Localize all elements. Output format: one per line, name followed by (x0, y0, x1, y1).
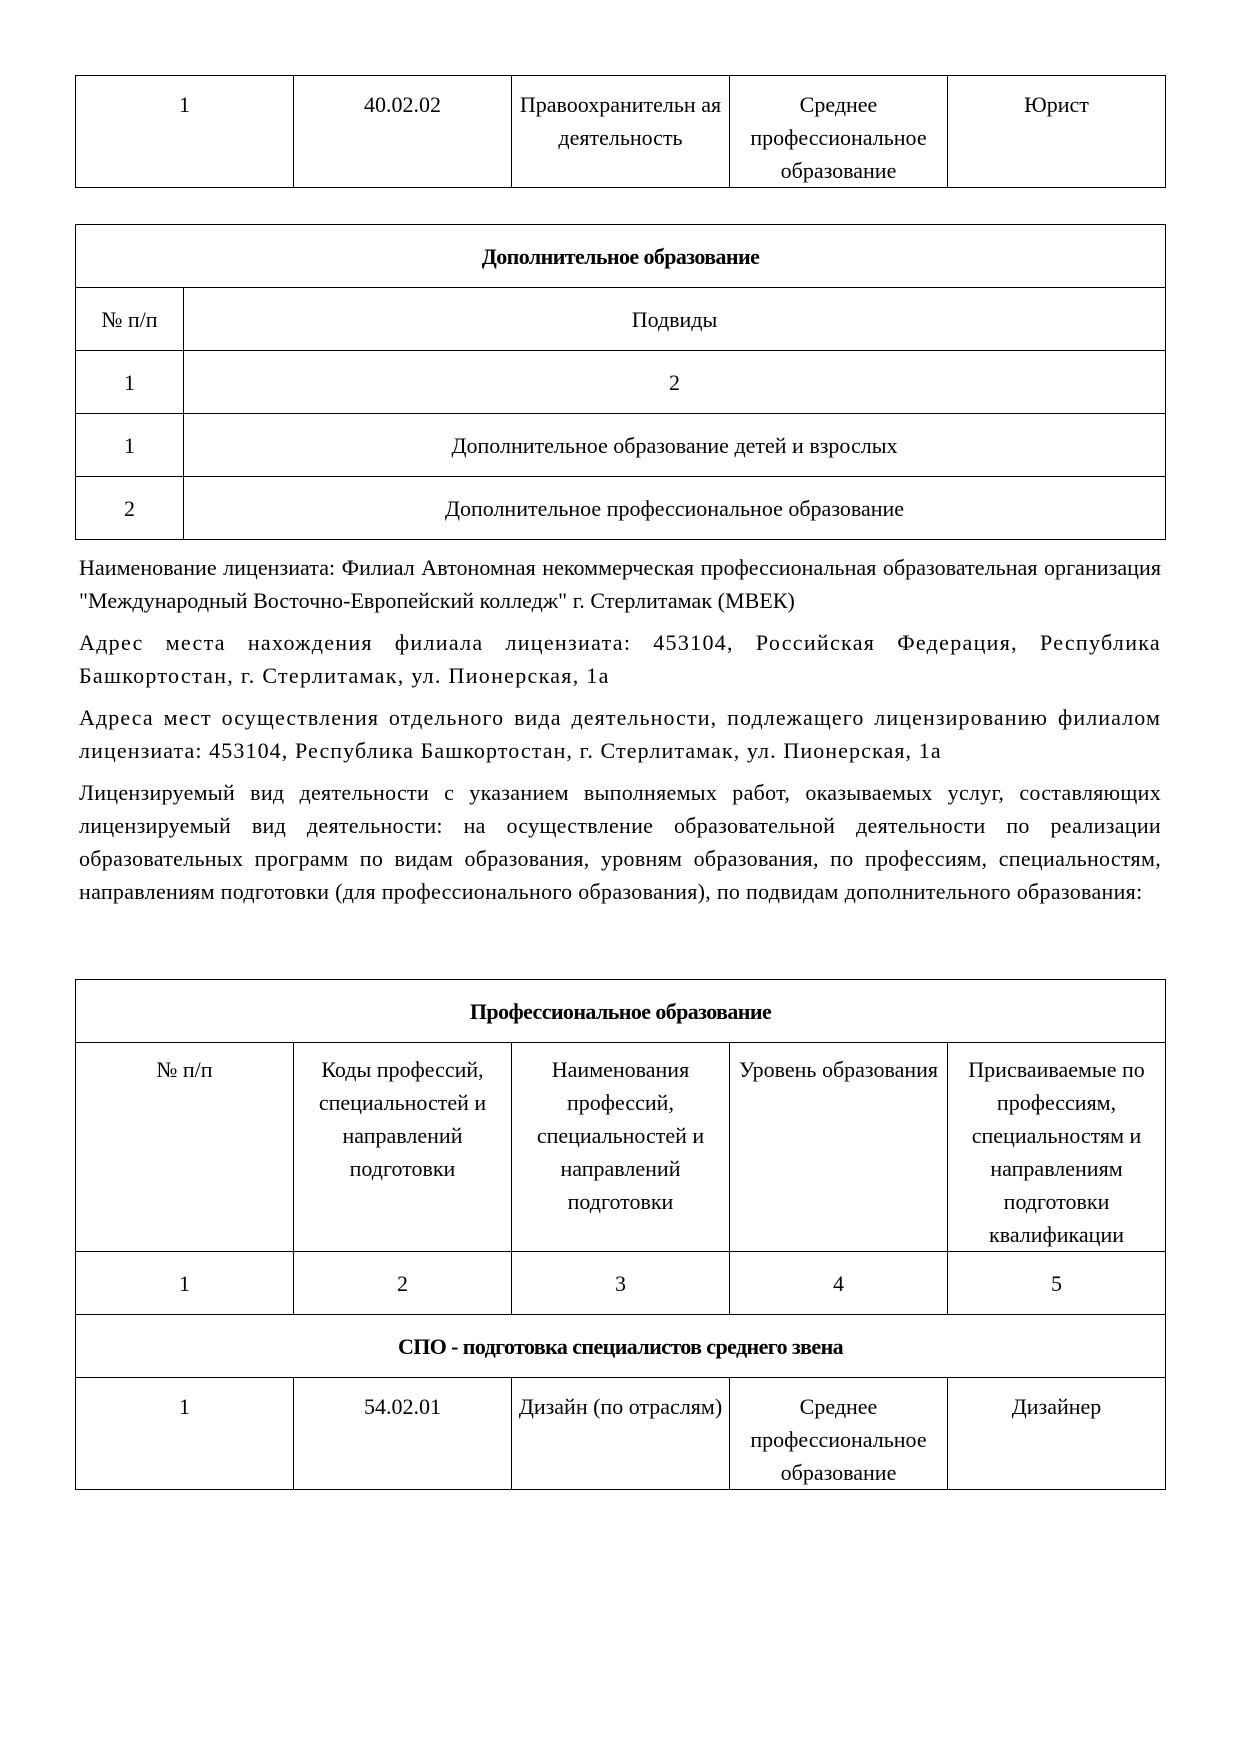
column-number: 1 (76, 1252, 294, 1315)
table-row (76, 414, 1166, 477)
table-row (76, 477, 1166, 540)
row-number: 1 (76, 1378, 294, 1490)
specialty-name: Правоохранительн ая деятельность (512, 76, 730, 188)
qualification: Юрист (948, 76, 1166, 188)
row-number: 2 (76, 477, 184, 540)
column-number: 1 (76, 351, 184, 414)
column-header: Уровень образования (730, 1043, 948, 1252)
column-header: Наименования профессий, специальностей и направлений подготовки (512, 1043, 730, 1252)
professional-education-table (75, 979, 1166, 1490)
qualification: Дизайнер (948, 1378, 1166, 1490)
licensee-info (79, 551, 1161, 917)
column-number: 2 (294, 1252, 512, 1315)
table-header-row (76, 1043, 1166, 1252)
column-header: № п/п (76, 1043, 294, 1252)
specialty-code: 40.02.02 (294, 76, 512, 188)
education-level: Среднее профессиональное образование (730, 76, 948, 188)
column-number: 2 (184, 351, 1166, 414)
column-numbering-row (76, 1252, 1166, 1315)
additional-education-table (75, 224, 1166, 540)
column-number: 5 (948, 1252, 1166, 1315)
section-title: СПО - подготовка специалистов среднего звена (76, 1315, 1166, 1378)
table-row (76, 1378, 1166, 1490)
table-row (76, 76, 1166, 188)
licensee-name: Наименование лицензиата: Филиал Автономная некоммерческая профессиональная образовательная организация "Международный Восточно-Европейский колледж" г. Стерлитамак (МВЕК) (79, 555, 1161, 613)
column-number: 4 (730, 1252, 948, 1315)
table-title: Профессиональное образование (76, 980, 1166, 1043)
row-number: 1 (76, 414, 184, 477)
education-level: Среднее профессиональное образование (730, 1378, 948, 1490)
table-title-row (76, 225, 1166, 288)
table-title: Дополнительное образование (76, 225, 1166, 288)
branch-address: Адрес места нахождения филиала лицензиата: 453104, Российская Федерация, Республика Башкортостан, г. Стерлитамак, ул. Пионерская, 1а (79, 630, 1161, 688)
row-number: 1 (76, 76, 294, 188)
section-row (76, 1315, 1166, 1378)
subtype-name: Дополнительное профессиональное образование (184, 477, 1166, 540)
column-header: Коды профессий, специальностей и направлений подготовки (294, 1043, 512, 1252)
specialty-code: 54.02.01 (294, 1378, 512, 1490)
column-numbering-row (76, 351, 1166, 414)
specialty-table-continued (75, 75, 1166, 188)
column-header: № п/п (76, 288, 184, 351)
licensed-activity: Лицензируемый вид деятельности с указанием выполняемых работ, оказываемых услуг, составляющих лицензируемый вид деятельности: на осуществление образовательной деятельности по реализации образовательных программ по видам образования, уровням образования, по профессиям, специальностям, направлениям подготовки (для профессионального образования), по подвидам дополнительного образования: (79, 780, 1161, 904)
table-title-row (76, 980, 1166, 1043)
column-number: 3 (512, 1252, 730, 1315)
activity-address: Адреса мест осуществления отдельного вида деятельности, подлежащего лицензированию филиалом лицензиата: 453104, Республика Башкортостан, г. Стерлитамак, ул. Пионерская, 1а (79, 705, 1161, 763)
table-header-row (76, 288, 1166, 351)
column-header: Подвиды (184, 288, 1166, 351)
specialty-name: Дизайн (по отраслям) (512, 1378, 730, 1490)
column-header: Присваиваемые по профессиям, специальностям и направлениям подготовки квалификации (948, 1043, 1166, 1252)
subtype-name: Дополнительное образование детей и взрослых (184, 414, 1166, 477)
